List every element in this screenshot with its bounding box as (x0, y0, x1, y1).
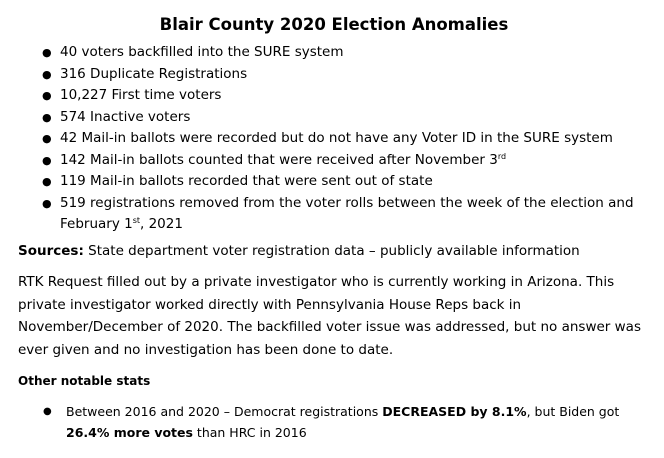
list-item (18, 401, 650, 443)
list-item (18, 64, 650, 86)
page-title: Blair County 2020 Election Anomalies (159, 15, 509, 34)
bullet-icon: ● (42, 132, 52, 145)
stat-text: Between 2016 and 2020 – Democrat registrations (66, 404, 383, 419)
list-item-tail: , 2021 (140, 216, 183, 232)
list-item-text: 10,227 First time voters (60, 87, 222, 103)
ordinal-suffix: st (132, 216, 141, 225)
bullet-icon: ● (42, 175, 52, 188)
bullet-icon: ● (43, 406, 52, 417)
list-item-text: 40 voters backfilled into the SURE system (60, 44, 344, 60)
list-item (18, 171, 650, 193)
bullet-icon: ● (42, 196, 52, 210)
list-item (18, 85, 650, 107)
other-stats-list (18, 401, 650, 443)
sources-text: State department voter registration data – publicly available information (83, 242, 580, 259)
sources-label: Sources: (18, 242, 84, 259)
bullet-icon: ● (42, 67, 52, 81)
list-item (18, 150, 650, 172)
other-stats-heading: Other notable stats (18, 374, 151, 388)
list-item (18, 193, 650, 236)
list-item-text: 119 Mail-in ballots recorded that were sent out of state (60, 173, 433, 189)
list-item (18, 128, 650, 150)
stat-emphasis: DECREASED by 8.1% (382, 404, 527, 419)
stat-emphasis: 26.4% more votes (66, 425, 193, 440)
list-item-text: 142 Mail-in ballots counted that were received after November 3 (60, 151, 498, 168)
bullet-icon: ● (42, 110, 52, 124)
bullet-icon: ● (42, 153, 52, 167)
bullet-icon: ● (42, 46, 52, 59)
rtk-paragraph: RTK Request filled out by a private investigator who is currently working in Arizona. This private investigator worked directly with Pennsylvania House Reps back in November/December of 2020. The backfilled voter issue was addressed, but no answer was ever given and no investigation has been done to date. (18, 274, 641, 358)
list-item-text: 316 Duplicate Registrations (60, 65, 248, 82)
list-item (18, 42, 650, 64)
list-item-text: 574 Inactive voters (60, 108, 191, 125)
bullet-icon: ● (42, 89, 52, 102)
sources-line (18, 241, 650, 263)
list-item (18, 107, 650, 129)
stat-text: than HRC in 2016 (192, 425, 307, 440)
ordinal-suffix: rd (497, 151, 507, 161)
list-item-text: 519 registrations removed from the voter rolls between the week of the election and February 1 (60, 194, 634, 232)
stat-text: , but Biden got (526, 404, 620, 419)
list-item-text: 42 Mail-in ballots were recorded but do not have any Voter ID in the SURE system (60, 130, 613, 146)
anomalies-list (18, 42, 650, 236)
